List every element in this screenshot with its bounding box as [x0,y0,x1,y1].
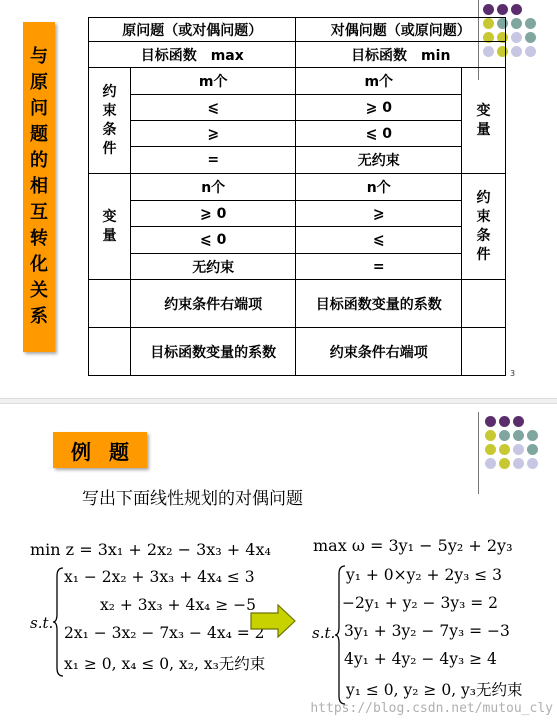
objective-left: 目标函数 max [89,42,296,68]
variables-group-label: 变 量 [89,174,131,280]
constraint-cell: m个 [130,68,296,95]
primal-constraint: x₂ + 3x₃ + 4x₄ ≥ −5 [100,596,256,614]
side-title-char: 转 [30,228,48,249]
objective-right: 目标函数 min [296,42,506,68]
side-title-char: 的 [30,150,48,171]
side-title-char: 与 [30,46,48,67]
side-title-char: 题 [30,124,48,145]
slide-example [0,404,557,722]
dual-constraint: y₁ ≤ 0, y₂ ≥ 0, y₃无约束 [346,681,523,699]
variable-cell: 无约束 [130,254,296,280]
header-left: 原问题（或对偶问题） [89,18,296,42]
decor-line [478,412,479,494]
variable-cell: ⩾ 0 [296,95,462,121]
variable-cell: m个 [296,68,462,95]
dual-constraint: 3y₁ + 3y₂ − 7y₃ = −3 [344,622,510,640]
side-title-char: 化 [30,254,48,275]
subtitle: 写出下面线性规划的对偶问题 [82,489,303,509]
constraint-cell: ⩾ [130,121,296,147]
decor-dots [485,416,541,472]
primal-constraint: x₁ − 2x₂ + 3x₃ + 4x₄ ≤ 3 [64,568,255,586]
header-right: 对偶问题（或原问题） [296,18,506,42]
rhs-cell: 约束条件右端项 [296,328,462,376]
primal-brace [52,566,64,678]
constraint-cell: = [296,254,462,280]
constraint-cell: ⩽ [296,227,462,254]
dual-relation-table [88,17,506,376]
side-title-char: 问 [30,98,48,119]
primal-st-label: s.t. [30,614,54,632]
dual-st-label: s.t. [312,624,336,642]
constraint-cell: ⩾ [296,201,462,227]
right-group-variables: 变 量 [462,68,506,174]
side-title-char: 原 [30,72,48,93]
variable-cell: ⩾ 0 [130,201,296,227]
watermark: https://blog.csdn.net/mutou_cly [310,701,553,716]
example-label: 例题 [71,439,147,464]
variable-cell: n个 [130,174,296,201]
constraint-cell: = [130,147,296,174]
side-title [23,22,55,352]
coef-cell: 目标函数变量的系数 [130,328,296,376]
example-label-box [53,432,147,468]
variable-cell: ⩽ 0 [130,227,296,254]
dual-constraint: 4y₁ + 4y₂ − 4y₃ ≥ 4 [344,650,497,668]
side-title-char: 系 [30,306,48,327]
coef-cell: 目标函数变量的系数 [296,280,462,328]
variable-cell: ⩽ 0 [296,121,462,147]
page-number: 3 [510,369,516,378]
side-title-char: 相 [30,176,48,197]
rhs-cell: 约束条件右端项 [130,280,296,328]
right-group-constraints: 约 束 条 件 [462,174,506,280]
variable-cell: 无约束 [296,147,462,174]
primal-constraint: 2x₁ − 3x₂ − 7x₃ − 4x₄ = 2 [64,624,265,642]
side-title-char: 互 [30,202,48,223]
dual-objective: max ω = 3y₁ − 5y₂ + 2y₃ [313,536,513,555]
dual-constraint: y₁ + 0×y₂ + 2y₃ ≤ 3 [346,566,503,584]
constraint-cell: ⩽ [130,95,296,121]
side-title-char: 关 [30,280,48,301]
dual-constraint: −2y₁ + y₂ − 3y₃ = 2 [342,594,499,612]
primal-constraint: x₁ ≥ 0, x₄ ≤ 0, x₂, x₃无约束 [64,655,266,673]
constraint-cell: n个 [296,174,462,201]
right-arrow-icon [250,604,296,638]
primal-objective: min z = 3x₁ + 2x₂ − 3x₃ + 4x₄ [30,540,271,559]
constraints-group-label: 约 束 条 件 [89,68,131,174]
